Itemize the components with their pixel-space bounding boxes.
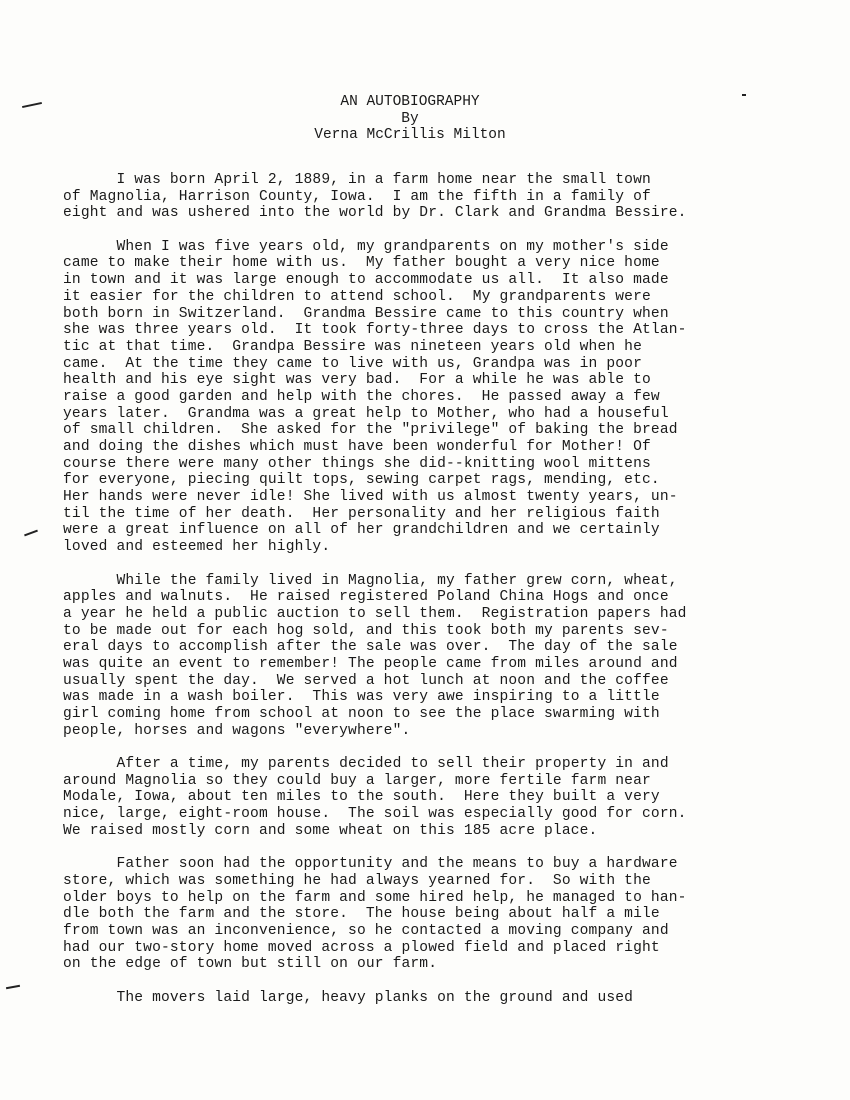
text-line: dle both the farm and the store. The house being about half a mile xyxy=(63,906,660,923)
text-line: in town and it was large enough to accommodate us all. It also made xyxy=(63,272,669,289)
paragraph xyxy=(63,239,783,556)
text-line: of small children. She asked for the "privilege" of baking the bread xyxy=(63,422,678,439)
paragraph xyxy=(63,990,783,1007)
text-line: Her hands were never idle! She lived with us almost twenty years, un- xyxy=(63,489,678,506)
text-line: both born in Switzerland. Grandma Bessire came to this country when xyxy=(63,305,669,322)
title-block xyxy=(0,94,850,144)
text-line: for everyone, piecing quilt tops, sewing carpet rags, mending, etc. xyxy=(63,472,660,489)
text-line: people, horses and wagons "everywhere". xyxy=(63,722,411,739)
scan-mark xyxy=(6,985,20,989)
text-line: around Magnolia so they could buy a larger, more fertile farm near xyxy=(63,772,651,789)
text-line: came to make their home with us. My father bought a very nice home xyxy=(63,255,660,272)
text-line: came. At the time they came to live with us, Grandpa was in poor xyxy=(63,355,642,372)
text-line: eral days to accomplish after the sale was over. The day of the sale xyxy=(63,639,678,656)
text-line: When I was five years old, my grandparents on my mother's side xyxy=(63,238,669,255)
text-line: til the time of her death. Her personality and her religious faith xyxy=(63,505,660,522)
text-line: loved and esteemed her highly. xyxy=(63,539,331,556)
text-line: had our two-story home moved across a plowed field and placed right xyxy=(63,939,660,956)
text-line: to be made out for each hog sold, and this took both my parents sev- xyxy=(63,622,669,639)
scan-mark xyxy=(742,94,746,96)
paragraph xyxy=(63,573,783,740)
paragraph xyxy=(63,756,783,839)
text-line: I was born April 2, 1889, in a farm home near the small town xyxy=(63,172,651,188)
text-line: on the edge of town but still on our farm. xyxy=(63,956,438,973)
text-line: course there were many other things she did--knitting wool mittens xyxy=(63,455,651,472)
text-line: was quite an event to remember! The people came from miles around and xyxy=(63,655,678,672)
text-line: was made in a wash boiler. This was very awe inspiring to a little xyxy=(63,689,660,706)
text-line: she was three years old. It took forty-three days to cross the Atlan- xyxy=(63,322,687,339)
text-line: health and his eye sight was very bad. For a while he was able to xyxy=(63,372,651,389)
author-name: Verna McCrillis Milton xyxy=(314,127,506,143)
text-line: nice, large, eight-room house. The soil was especially good for corn. xyxy=(63,806,687,823)
text-line: years later. Grandma was a great help to Mother, who had a houseful xyxy=(63,405,669,422)
document-title: AN AUTOBIOGRAPHY xyxy=(340,94,480,110)
text-line: girl coming home from school at noon to see the place swarming with xyxy=(63,706,660,722)
text-line: store, which was something he had always yearned for. So with the xyxy=(63,872,651,889)
text-line: it easier for the children to attend school. My grandparents were xyxy=(63,288,651,305)
text-line: raise a good garden and help with the chores. He passed away a few xyxy=(63,388,660,405)
text-line: usually spent the day. We served a hot lunch at noon and the coffee xyxy=(63,672,669,689)
text-line: Father soon had the opportunity and the means to buy a hardware xyxy=(63,856,678,873)
text-line: While the family lived in Magnolia, my father grew corn, wheat, xyxy=(63,572,678,589)
text-line: eight and was ushered into the world by Dr. Clark and Grandma Bessire. xyxy=(63,205,687,222)
scan-mark xyxy=(24,530,38,537)
text-line: Modale, Iowa, about ten miles to the south. Here they built a very xyxy=(63,789,660,806)
text-line: The movers laid large, heavy planks on the ground and used xyxy=(63,989,634,1006)
text-line: and doing the dishes which must have been wonderful for Mother! Of xyxy=(63,439,651,455)
text-line: apples and walnuts. He raised registered Poland China Hogs and once xyxy=(63,589,669,606)
paragraph xyxy=(63,172,783,222)
text-line: tic at that time. Grandpa Bessire was nineteen years old when he xyxy=(63,338,642,355)
text-line: of Magnolia, Harrison County, Iowa. I am the fifth in a family of xyxy=(63,188,651,205)
text-line: a year he held a public auction to sell them. Registration papers had xyxy=(63,605,687,622)
text-line: from town was an inconvenience, so he contacted a moving company and xyxy=(63,922,669,939)
document-body xyxy=(63,172,783,1023)
byline-by: By xyxy=(401,110,419,127)
text-line: After a time, my parents decided to sell their property in and xyxy=(63,756,669,773)
text-line: older boys to help on the farm and some hired help, he managed to han- xyxy=(63,889,687,906)
text-line: were a great influence on all of her grandchildren and we certainly xyxy=(63,522,660,539)
text-line: We raised mostly corn and some wheat on this 185 acre place. xyxy=(63,822,598,839)
paragraph xyxy=(63,856,783,973)
